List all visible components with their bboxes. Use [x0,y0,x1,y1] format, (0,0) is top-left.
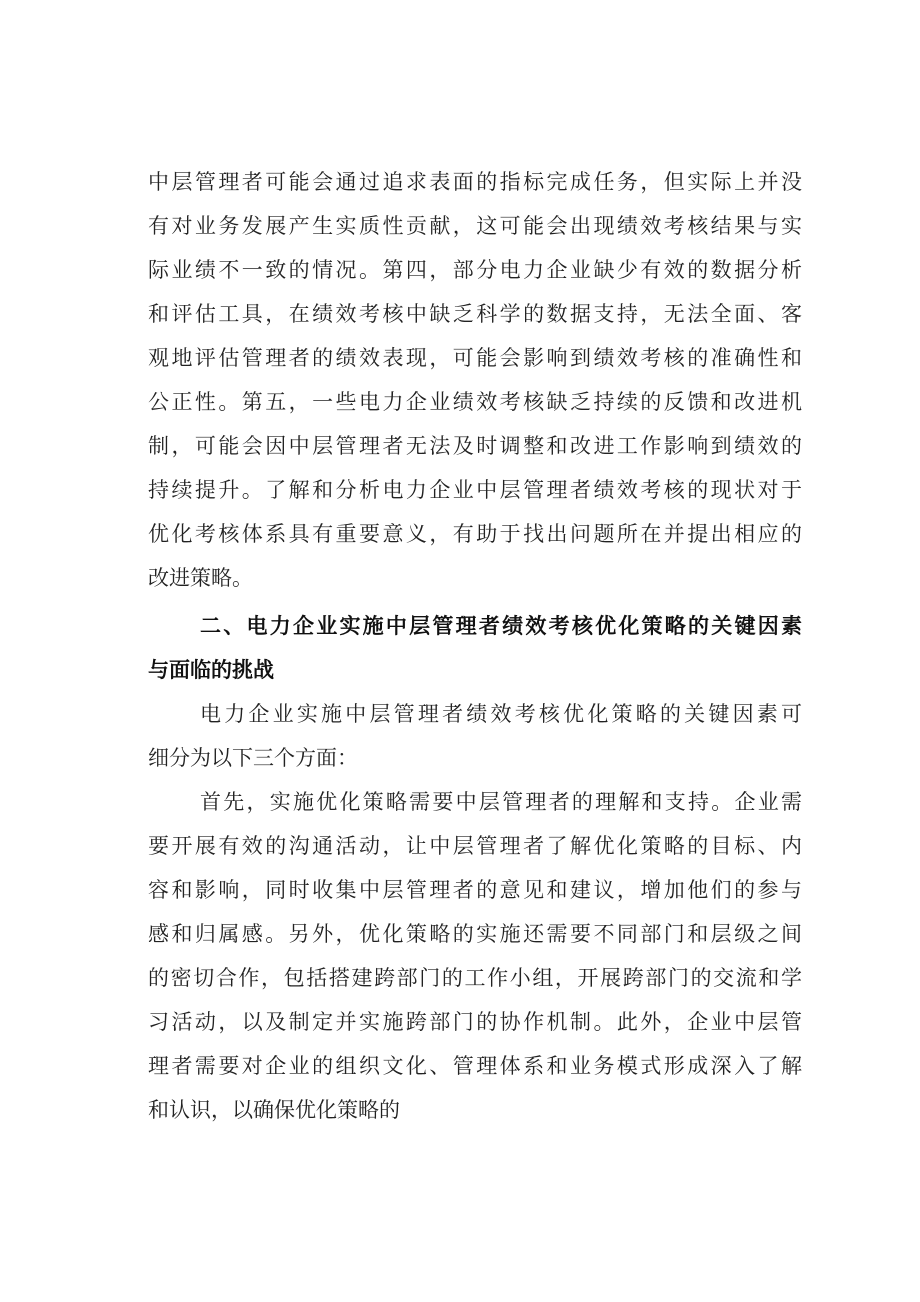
text-line: 首先，实施优化策略需要中层管理者的理解和支持。企业需 [200,790,802,814]
paragraph-2 [148,692,802,780]
text-line: 理者需要对企业的组织文化、管理体系和业务模式形成深入了解 [148,1054,802,1078]
text-line: 际业绩不一致的情况。第四，部分电力企业缺少有效的数据分析 [148,258,802,282]
paragraph-3 [148,780,802,1132]
text-line: 的密切合作，包括搭建跨部门的工作小组，开展跨部门的交流和学 [148,966,802,990]
text-line: 细分为以下三个方面： [148,746,358,770]
section-heading [148,604,802,692]
text-line: 中层管理者可能会通过追求表面的指标完成任务，但实际上并没 [148,170,802,194]
text-line: 公正性。第五，一些电力企业绩效考核缺乏持续的反馈和改进机 [148,390,802,414]
text-line: 改进策略。 [148,566,253,590]
text-line: 优化考核体系具有重要意义，有助于找出问题所在并提出相应的 [148,522,802,546]
text-line: 和认识，以确保优化策略的 [148,1098,400,1122]
text-line: 容和影响，同时收集中层管理者的意见和建议，增加他们的参与 [148,878,802,902]
heading-line: 与面临的挑战 [148,658,274,682]
text-line: 习活动，以及制定并实施跨部门的协作机制。此外，企业中层管 [148,1010,802,1034]
text-line: 观地评估管理者的绩效表现，可能会影响到绩效考核的准确性和 [148,346,802,370]
text-line: 要开展有效的沟通活动，让中层管理者了解优化策略的目标、内 [148,834,802,858]
text-line: 持续提升。了解和分析电力企业中层管理者绩效考核的现状对于 [148,478,802,502]
text-line: 制，可能会因中层管理者无法及时调整和改进工作影响到绩效的 [148,434,802,458]
text-line: 电力企业实施中层管理者绩效考核优化策略的关键因素可 [200,702,802,726]
text-line: 有对业务发展产生实质性贡献，这可能会出现绩效考核结果与实 [148,214,802,238]
text-line: 和评估工具，在绩效考核中缺乏科学的数据支持，无法全面、客 [148,302,802,326]
document-body [148,160,802,1132]
heading-line: 二、电力企业实施中层管理者绩效考核优化策略的关键因素 [200,614,802,638]
text-line: 感和归属感。另外，优化策略的实施还需要不同部门和层级之间 [148,922,802,946]
paragraph-1 [148,160,802,600]
